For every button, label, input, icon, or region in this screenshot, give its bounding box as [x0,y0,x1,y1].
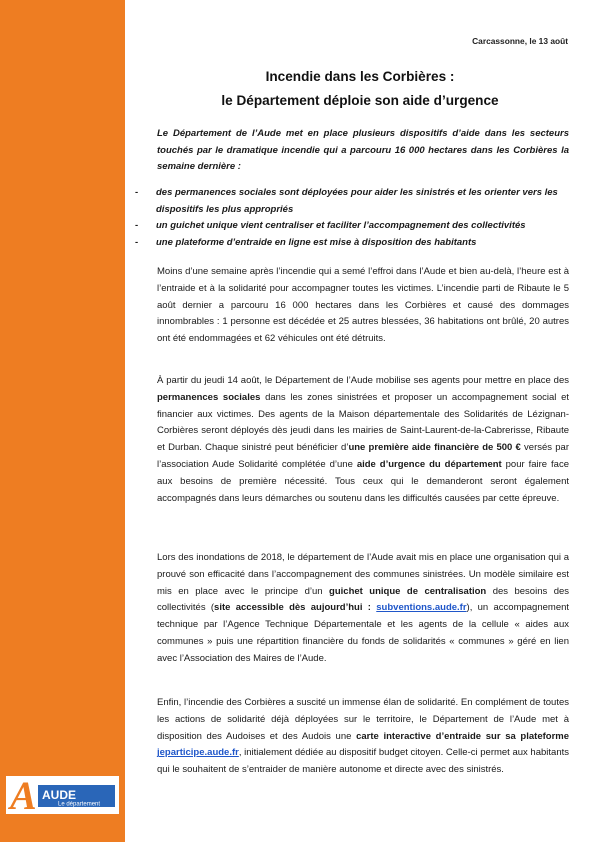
logo-subtext: Le département [58,801,101,808]
headline-line-2: le Département déploie son aide d’urgence [221,93,499,108]
headline-line-1: Incendie dans les Corbières : [265,69,455,84]
bullet-dash: - [135,187,139,198]
paragraph-permanences-sociales: À partir du jeudi 14 août, le Département de l’Aude mobilise ses agents pour mettre en place des permanences sociales dans les zones sinistrées et proposer un accompagnement social et financier aux victimes. Des agents de la Maison départementale des Solidarités de Lézignan-Corbières seront déployés dès jeudi dans les mairies de Saint-Laurent-de-la-Cabrerisse, Ribaute et Durban. Chaque sinistré peut bénéficier d’une première aide financière de 500 € versés par l’association Aude Solidarité complétée d’une aide d’urgence du département pour faire face aux besoins de première nécessité. Tous ceux qui le demanderont seront également accompagnés dans leurs démarches ou soutenu dans les difficultés causées par cette épreuve. [157,375,569,504]
bullet-item [135,218,569,235]
bullet-list [135,185,569,251]
bullet-item [135,185,569,218]
svg-text:A: A [10,776,37,814]
paragraph-plateforme-entraide: Enfin, l’incendie des Corbières a suscité un immense élan de solidarité. En complément de toutes les actions de solidarité déjà déployées sur le territoire, le Département de l’Aude met à disposition des Audoises et des Audois une carte interactive d’entraide sur sa plateforme jeparticipe.aude.fr, initialement dédiée au dispositif budget citoyen. Celle-ci permet aux habitants qui le souhaitent de s’entraider de manière autonome et directe avec des sinistrés. [157,697,570,776]
bullet-dash: - [135,220,139,231]
jeparticipe-link[interactable]: jeparticipe.aude.fr [157,747,239,759]
intro-paragraph: Le Département de l’Aude met en place plusieurs dispositifs d’aide dans les secteurs touchés par le dramatique incendie qui a parcouru 16 000 hectares dans les Corbières la semaine dernière : [157,128,569,172]
bullet-item [135,235,569,252]
orange-sidebar [0,0,125,842]
bullet-dash: - [135,236,139,248]
date-line: Carcassonne, le 13 août [472,36,568,46]
bullet-text: des permanences sociales sont déployées pour aider les sinistrés et les orienter vers les dispositifs les plus appropriés [156,187,558,215]
bullet-text: un guichet unique vient centraliser et faciliter l’accompagnement des collectivités [156,220,526,231]
paragraph-incendie-bilan: Moins d’une semaine après l’incendie qui a semé l’effroi dans l’Aude et bien au-delà, l’heure est à l’entraide et à la solidarité pour accompagner toutes les victimes. L’incendie parti de Ribaute le 5 août dernier a parcouru 16 000 hectares dans les Corbières et causé des dommages innombrables : 1 personne est décédée et 25 autres blessées, 36 habitations ont brûlé, 20 autres ont été endommagées et 62 véhicules ont été détruits. [157,266,569,345]
aude-logo [6,776,119,814]
paragraph-guichet-unique: Lors des inondations de 2018, le département de l’Aude avait mis en place une organisation qui a prouvé son efficacité dans l’accompagnement des communes sinistrées. Un modèle similaire est mis en place avec le principe d’un guichet unique de centralisation des besoins des collectivités (site accessible dès aujourd’hui : subventions.aude.fr), un accompagnement technique par l’Agence Technique Départementale et les agents de la cellule « aides aux communes » puis une répartition financière du fonds de solidarités « communes » géré en lien avec l’Association des Maires de l’Aude. [157,552,570,664]
subventions-link[interactable]: subventions.aude.fr [376,602,467,614]
bullet-text: une plateforme d’entraide en ligne est mise à disposition des habitants [156,236,477,248]
logo-wordmark: AUDE [42,788,77,802]
